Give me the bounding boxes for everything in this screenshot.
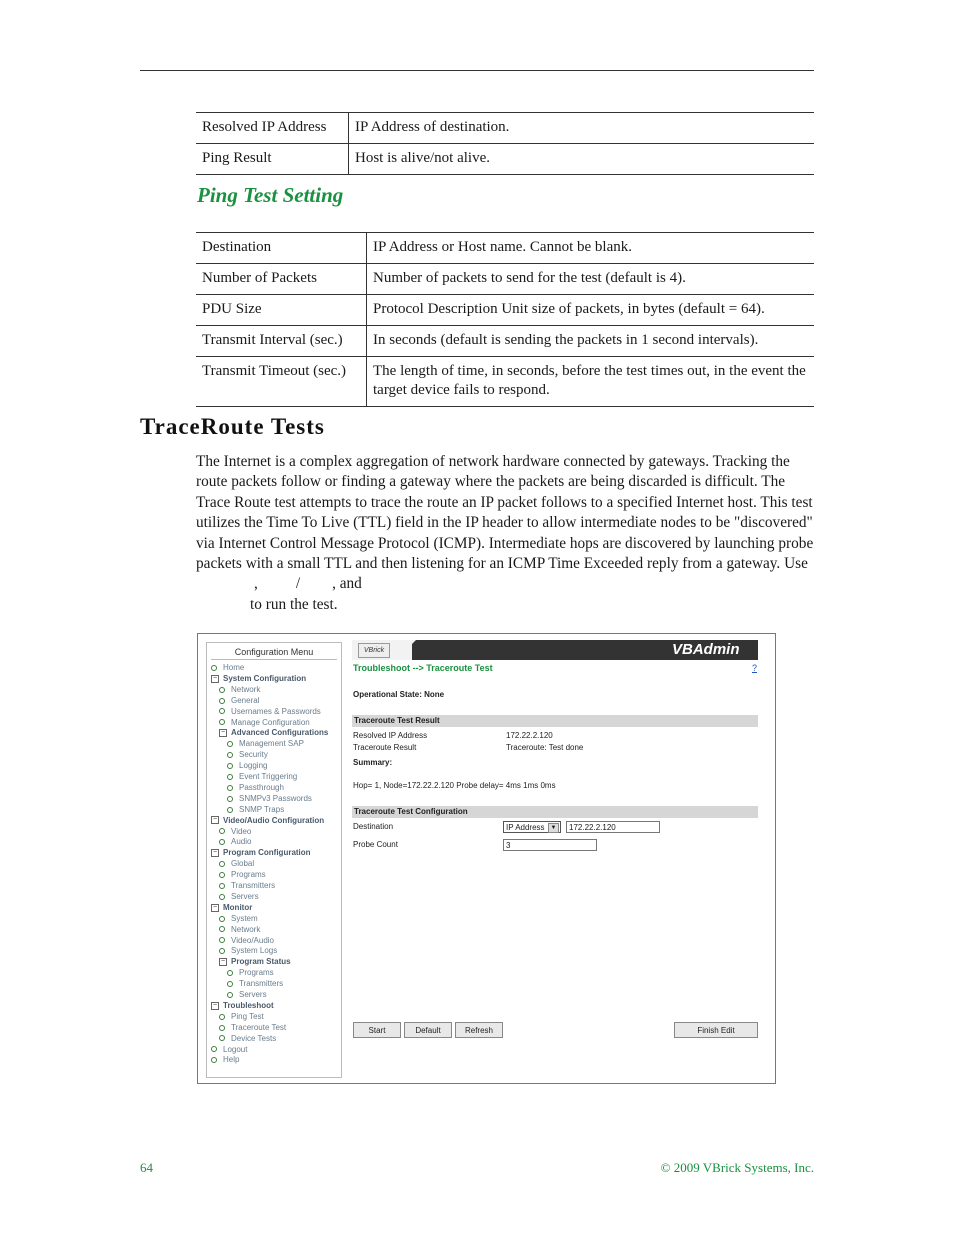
collapse-icon: − xyxy=(220,958,226,966)
desc-cell: Host is alive/not alive. xyxy=(349,144,815,175)
vbrick-logo: VBrick xyxy=(358,643,390,658)
breadcrumb: Troubleshoot --> Traceroute Test xyxy=(353,663,493,673)
collapse-icon: − xyxy=(212,1001,218,1009)
menu-item-label: Logging xyxy=(239,761,268,771)
menu-item[interactable] xyxy=(227,750,268,759)
resolved-ip-value: 172.22.2.120 xyxy=(506,731,553,740)
subheading: Ping Test Setting xyxy=(197,183,344,207)
menu-item-label: Global xyxy=(231,859,255,869)
menu-item[interactable] xyxy=(211,1045,247,1054)
chevron-down-icon[interactable]: ▼ xyxy=(548,823,559,833)
bullet-icon xyxy=(219,872,225,878)
menu-item[interactable] xyxy=(219,1034,276,1043)
bullet-icon xyxy=(219,708,225,714)
desc-cell: The length of time, in seconds, before the test times out, in the event the target device fails to respond. xyxy=(367,357,815,407)
summary-value: Hop= 1, Node=172.22.2.120 Probe delay= 4ms 1ms 0ms xyxy=(353,781,556,790)
term-cell: Transmit Timeout (sec.) xyxy=(196,357,367,407)
paragraph-end: to run the test. xyxy=(250,595,338,613)
paragraph-sep: , and xyxy=(332,575,362,593)
menu-item-label: Video/Audio xyxy=(231,935,274,945)
destination-type-select[interactable] xyxy=(503,821,561,833)
menu-item-label: Video xyxy=(231,826,252,836)
table-row xyxy=(196,295,814,326)
menu-item[interactable] xyxy=(227,772,297,781)
bullet-icon xyxy=(219,719,225,725)
default-button[interactable]: Default xyxy=(404,1022,452,1038)
menu-item[interactable] xyxy=(211,1001,274,1010)
bullet-icon xyxy=(227,752,233,758)
destination-input[interactable]: 172.22.2.120 xyxy=(566,821,660,833)
probe-count-input[interactable]: 3 xyxy=(503,839,597,851)
menu-item-label: Security xyxy=(239,750,268,760)
table-row xyxy=(196,233,814,264)
table-row xyxy=(196,357,814,407)
menu-item[interactable] xyxy=(219,707,321,716)
traceroute-result-value: Traceroute: Test done xyxy=(506,743,584,752)
menu-item[interactable] xyxy=(219,870,266,879)
menu-item[interactable] xyxy=(211,674,306,683)
term-cell: Number of Packets xyxy=(196,264,367,295)
menu-item[interactable] xyxy=(227,794,312,803)
menu-item-label: Programs xyxy=(231,870,266,880)
bullet-icon xyxy=(227,992,233,998)
desc-cell: Number of packets to send for the test (default is 4). xyxy=(367,264,815,295)
summary-label: Summary: xyxy=(353,758,393,767)
bullet-icon xyxy=(219,861,225,867)
collapse-icon: − xyxy=(220,729,226,737)
section-heading: TraceRoute Tests xyxy=(140,414,325,439)
menu-item[interactable] xyxy=(219,957,291,966)
result-header: Traceroute Test Result xyxy=(352,715,758,727)
term-cell: Transmit Interval (sec.) xyxy=(196,326,367,357)
bullet-icon xyxy=(219,883,225,889)
bullet-icon xyxy=(211,1046,217,1052)
collapse-icon: − xyxy=(212,849,218,857)
desc-cell: IP Address or Host name. Cannot be blank. xyxy=(367,233,815,264)
menu-item[interactable] xyxy=(211,1055,239,1064)
desc-cell: In seconds (default is sending the packets in 1 second intervals). xyxy=(367,326,815,357)
bullet-icon xyxy=(227,796,233,802)
menu-item-label: Manage Configuration xyxy=(231,717,310,727)
menu-item[interactable] xyxy=(219,925,260,934)
menu-item[interactable] xyxy=(219,936,274,945)
collapse-icon: − xyxy=(212,674,218,682)
config-header: Traceroute Test Configuration xyxy=(352,806,758,818)
menu-item-label: Program Status xyxy=(231,957,291,967)
menu-item[interactable] xyxy=(211,816,324,825)
menu-item[interactable] xyxy=(211,903,252,912)
page-number: 64 xyxy=(140,1160,153,1175)
menu-item-label: Logout xyxy=(223,1044,248,1054)
bullet-icon xyxy=(211,1057,217,1063)
bullet-icon xyxy=(227,785,233,791)
table-row xyxy=(196,113,814,144)
menu-item[interactable] xyxy=(219,728,328,737)
bullet-icon xyxy=(227,807,233,813)
destination-label: Destination xyxy=(353,822,394,831)
menu-item-label: Transmitters xyxy=(239,979,284,989)
menu-item[interactable] xyxy=(227,990,267,999)
menu-item-label: Programs xyxy=(239,968,274,978)
menu-item-label: System xyxy=(231,913,258,923)
menu-item-label: Servers xyxy=(239,990,267,999)
menu-item[interactable] xyxy=(227,739,304,748)
banner-slant xyxy=(396,640,416,660)
header-rule xyxy=(140,70,814,71)
menu-item-label: Event Triggering xyxy=(239,772,298,781)
menu-item[interactable] xyxy=(227,783,284,792)
menu-item[interactable] xyxy=(219,837,251,846)
term-cell: Resolved IP Address xyxy=(196,113,349,144)
menu-item-label: Audio xyxy=(231,837,252,847)
menu-item[interactable] xyxy=(219,1012,264,1021)
bullet-icon xyxy=(219,894,225,900)
collapse-icon: − xyxy=(212,816,218,824)
menu-item-label: Passthrough xyxy=(239,782,284,792)
bullet-icon xyxy=(227,981,233,987)
desc-cell: Protocol Description Unit size of packets, in bytes (default = 64). xyxy=(367,295,815,326)
bullet-icon xyxy=(219,698,225,704)
menu-item-label: Home xyxy=(223,663,245,672)
probe-count-label: Probe Count xyxy=(353,840,398,849)
bullet-icon xyxy=(227,741,233,747)
finish-edit-button[interactable]: Finish Edit xyxy=(674,1022,758,1038)
bullet-icon xyxy=(219,937,225,943)
menu-item-label: Network xyxy=(231,684,261,694)
banner xyxy=(352,640,758,660)
menu-item-label: Management SAP xyxy=(239,739,304,749)
menu-title: Configuration Menu xyxy=(211,643,337,660)
menu-item[interactable] xyxy=(219,1023,286,1032)
menu-item-label: Device Tests xyxy=(231,1033,277,1043)
menu-item[interactable] xyxy=(227,805,284,814)
paragraph-sep: , xyxy=(254,575,258,593)
menu-item[interactable] xyxy=(219,718,310,727)
start-button[interactable]: Start xyxy=(353,1022,401,1038)
result-fields-table xyxy=(196,112,814,175)
menu-item-label: SNMP Traps xyxy=(239,804,285,814)
menu-item[interactable] xyxy=(227,979,283,988)
table-row xyxy=(196,264,814,295)
refresh-button[interactable]: Refresh xyxy=(455,1022,503,1038)
menu-item-label: Ping Test xyxy=(231,1011,264,1021)
desc-cell: IP Address of destination. xyxy=(349,113,815,144)
menu-item-label: Servers xyxy=(231,891,259,901)
collapse-icon: − xyxy=(212,903,218,911)
table-row xyxy=(196,326,814,357)
menu-item-label: System Configuration xyxy=(223,673,307,683)
menu-item-label: Help xyxy=(223,1055,240,1065)
term-cell: Ping Result xyxy=(196,144,349,175)
bullet-icon xyxy=(219,948,225,954)
menu-item-label: Advanced Configurations xyxy=(231,728,329,738)
menu-item[interactable] xyxy=(211,848,311,857)
bullet-icon xyxy=(219,1014,225,1020)
ping-settings-table xyxy=(196,232,814,407)
destination-type-value: IP Address xyxy=(506,823,545,832)
banner-title: VBAdmin xyxy=(672,641,740,658)
menu-item-label: Troubleshoot xyxy=(223,1000,274,1010)
configuration-menu xyxy=(206,642,342,1078)
menu-item[interactable] xyxy=(219,892,259,901)
bullet-icon xyxy=(219,1035,225,1041)
bullet-icon xyxy=(219,926,225,932)
bullet-icon xyxy=(219,839,225,845)
menu-item[interactable] xyxy=(219,881,275,890)
menu-item-label: Program Configuration xyxy=(223,848,311,858)
paragraph-text: The Internet is a complex aggregation of network hardware connected by gateways. Tracking the route packets follow or finding a gateway where the packets are being discarded is difficult. The Trace Route test attempts to trace the route an IP packet follows to a specified Internet host. This test utilizes the Time To Live (TTL) field in the IP header to allow intermediate nodes to be "discovered" via Internet Control Message Protocol (ICMP). Intermediate hops are discovered by launching probe packets with a small TTL and then listening for an ICMP Time Exceeded reply from a gateway. Use xyxy=(196,453,814,573)
bullet-icon xyxy=(227,763,233,769)
bullet-icon xyxy=(227,774,233,780)
vbadmin-screenshot xyxy=(197,633,776,1084)
table-row xyxy=(196,144,814,175)
menu-item-label: Monitor xyxy=(223,902,253,912)
copyright: © 2009 VBrick Systems, Inc. xyxy=(660,1160,814,1175)
bullet-icon xyxy=(219,687,225,693)
menu-item-label: SNMPv3 Passwords xyxy=(239,793,312,803)
bullet-icon xyxy=(211,665,217,671)
traceroute-result-label: Traceroute Result xyxy=(353,743,417,752)
term-cell: Destination xyxy=(196,233,367,264)
menu-item[interactable] xyxy=(219,859,254,868)
menu-item-label: Network xyxy=(231,924,261,934)
menu-item-label: Traceroute Test xyxy=(231,1022,287,1032)
term-cell: PDU Size xyxy=(196,295,367,326)
operational-state: Operational State: None xyxy=(353,690,445,699)
menu-item[interactable] xyxy=(227,761,267,770)
menu-item[interactable] xyxy=(219,696,259,705)
help-link[interactable]: ? xyxy=(752,663,758,673)
menu-item[interactable] xyxy=(219,914,258,923)
paragraph-sep: / xyxy=(295,575,301,593)
menu-item-label: System Logs xyxy=(231,946,278,956)
menu-item-label: Transmitters xyxy=(231,881,276,890)
menu-item[interactable] xyxy=(227,968,274,977)
menu-item[interactable] xyxy=(219,946,277,955)
bullet-icon xyxy=(219,1025,225,1031)
menu-item-label: Video/Audio Configuration xyxy=(223,815,325,825)
bullet-icon xyxy=(219,828,225,834)
menu-item[interactable] xyxy=(219,685,260,694)
menu-item-label: General xyxy=(231,695,260,705)
menu-item[interactable] xyxy=(211,663,244,672)
menu-item-label: Usernames & Passwords xyxy=(231,706,321,716)
bullet-icon xyxy=(219,916,225,922)
menu-item[interactable] xyxy=(219,827,251,836)
body-paragraph xyxy=(196,452,816,615)
resolved-ip-label: Resolved IP Address xyxy=(353,731,428,740)
bullet-icon xyxy=(227,970,233,976)
